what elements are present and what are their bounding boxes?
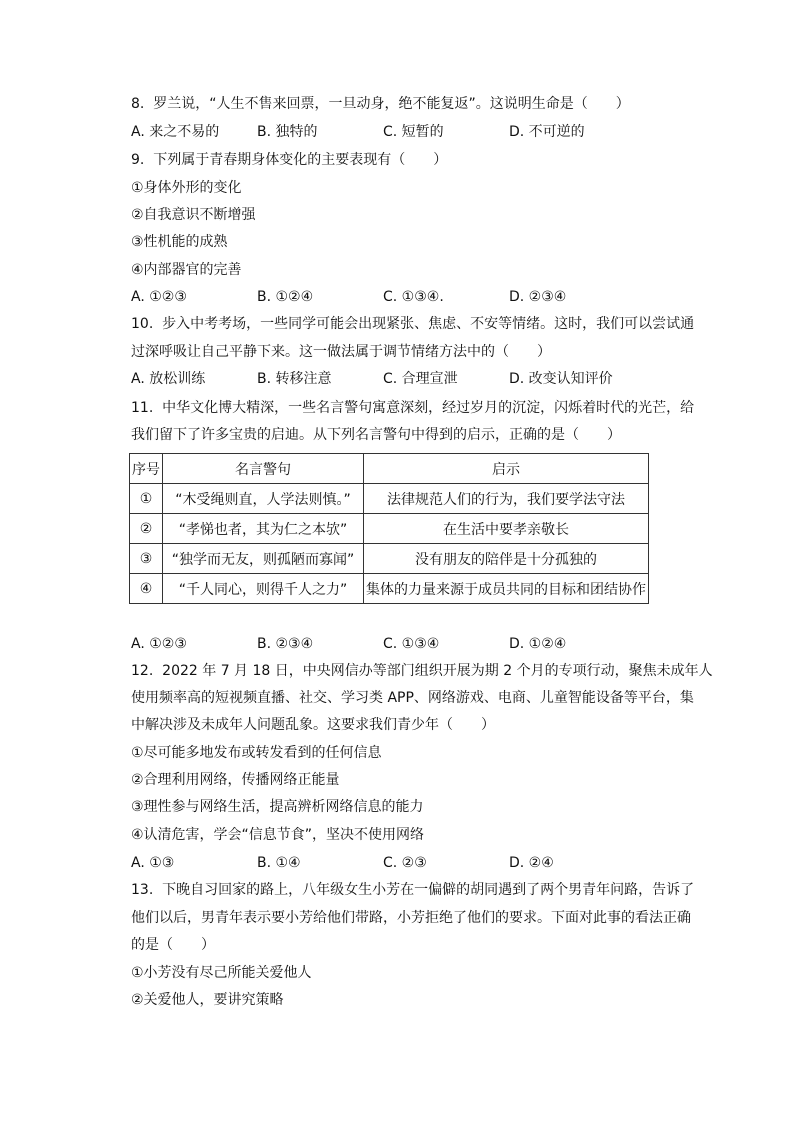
q11-option-c[interactable]: C. ①③④ [383,636,440,652]
q12-item-4: ④认清危害，学会“信息节食”，坚决不使用网络 [131,827,425,843]
q11-option-b[interactable]: B. ②③④ [257,636,314,652]
q11-option-a[interactable]: A. ①②③ [131,636,187,652]
row-quote: “千人同心，则得千人之力” [163,574,364,604]
q9-option-d[interactable]: D. ②③④ [509,289,567,305]
q8-options [131,122,651,142]
q9-item-4: ④内部器官的完善 [131,262,242,278]
q9-option-a[interactable]: A. ①②③ [131,289,187,305]
q13-stem-line-3: 的是（ ） [131,937,215,953]
table-row [130,514,649,544]
q11-stem-line-1: 11. 中华文化博大精深，一些名言警句寓意深刻，经过岁月的沉淀，闪烁着时代的光芒，给 [131,400,695,416]
q10-stem-line-1: 10. 步入中考考场，一些同学可能会出现紧张、焦虑、不安等情绪。这时，我们可以尝试通 [131,316,695,332]
q10-stem-line-2: 过深呼吸让自己平静下来。这一做法属于调节情绪方法中的（ ） [131,344,551,360]
q10-options [131,369,651,389]
table-row [130,574,649,604]
q10-option-a[interactable]: A. 放松训练 [131,371,206,387]
row-insight: 没有朋友的陪伴是十分孤独的 [364,544,649,574]
q9-options [131,287,651,307]
row-number: ④ [130,574,163,604]
table-header-row [130,454,649,484]
q9-item-3: ③性机能的成熟 [131,234,228,250]
q12-option-a[interactable]: A. ①③ [131,855,175,871]
header-quote: 名言警句 [163,454,364,484]
q12-item-1: ①尽可能多地发布或转发看到的任何信息 [131,745,382,761]
q9-option-b[interactable]: B. ①②④ [257,289,314,305]
q9-stem: 9. 下列属于青春期身体变化的主要表现有（ ） [131,152,448,168]
q12-stem-line-3: 中解决涉及未成年人问题乱象。这要求我们青少年（ ） [131,717,495,733]
q12-item-3: ③理性参与网络生活，提高辨析网络信息的能力 [131,799,424,815]
header-insight: 启示 [364,454,649,484]
q11-options [131,634,651,654]
q8-option-c[interactable]: C. 短暂的 [383,124,444,140]
q12-option-c[interactable]: C. ②③ [383,855,427,871]
header-number: 序号 [130,454,163,484]
q11-stem-line-2: 我们留下了许多宝贵的启迪。从下列名言警句中得到的启示，正确的是（ ） [131,427,621,443]
q8-option-b[interactable]: B. 独特的 [257,124,318,140]
q12-stem-line-1: 12. 2022 年 7 月 18 日，中央网信办等部门组织开展为期 2 个月的专项行动，聚焦未成年人 [131,663,713,679]
q12-stem-line-2: 使用频率高的短视频直播、社交、学习类 APP、网络游戏、电商、儿童智能设备等平台，集 [131,690,694,706]
q12-option-b[interactable]: B. ①④ [257,855,301,871]
table-row [130,484,649,514]
q9-item-1: ①身体外形的变化 [131,180,242,196]
row-quote: “独学而无友，则孤陋而寡闻” [163,544,364,574]
q11-table [129,453,649,604]
q9-item-2: ②自我意识不断增强 [131,207,256,223]
q8-stem: 8. 罗兰说，“人生不售来回票，一旦动身，绝不能复返”。这说明生命是（ ） [131,96,630,112]
row-quote: “木受绳则直，人学法则慎。” [163,484,364,514]
q11-option-d[interactable]: D. ①②④ [509,636,567,652]
q12-option-d[interactable]: D. ②④ [509,855,554,871]
row-quote: “孝悌也者，其为仁之本欤” [163,514,364,544]
q10-option-b[interactable]: B. 转移注意 [257,371,332,387]
q12-options [131,853,651,873]
row-insight: 法律规范人们的行为，我们要学法守法 [364,484,649,514]
row-insight: 集体的力量来源于成员共同的目标和团结协作 [364,574,649,604]
row-number: ③ [130,544,163,574]
q10-option-c[interactable]: C. 合理宣泄 [383,371,458,387]
row-insight: 在生活中要孝亲敬长 [364,514,649,544]
row-number: ① [130,484,163,514]
q13-item-2: ②关爱他人，要讲究策略 [131,992,284,1008]
q9-option-c[interactable]: C. ①③④. [383,289,444,305]
q13-item-1: ①小芳没有尽己所能关爱他人 [131,965,312,981]
q8-option-d[interactable]: D. 不可逆的 [509,124,585,140]
table-row [130,544,649,574]
q13-stem-line-1: 13. 下晚自习回家的路上，八年级女生小芳在一偏僻的胡同遇到了两个男青年问路，告诉了 [131,882,695,898]
q8-option-a[interactable]: A. 来之不易的 [131,124,220,140]
row-number: ② [130,514,163,544]
q12-item-2: ②合理利用网络，传播网络正能量 [131,772,340,788]
q10-option-d[interactable]: D. 改变认知评价 [509,371,613,387]
q13-stem-line-2: 他们以后，男青年表示要小芳给他们带路，小芳拒绝了他们的要求。下面对此事的看法正确 [131,910,691,926]
